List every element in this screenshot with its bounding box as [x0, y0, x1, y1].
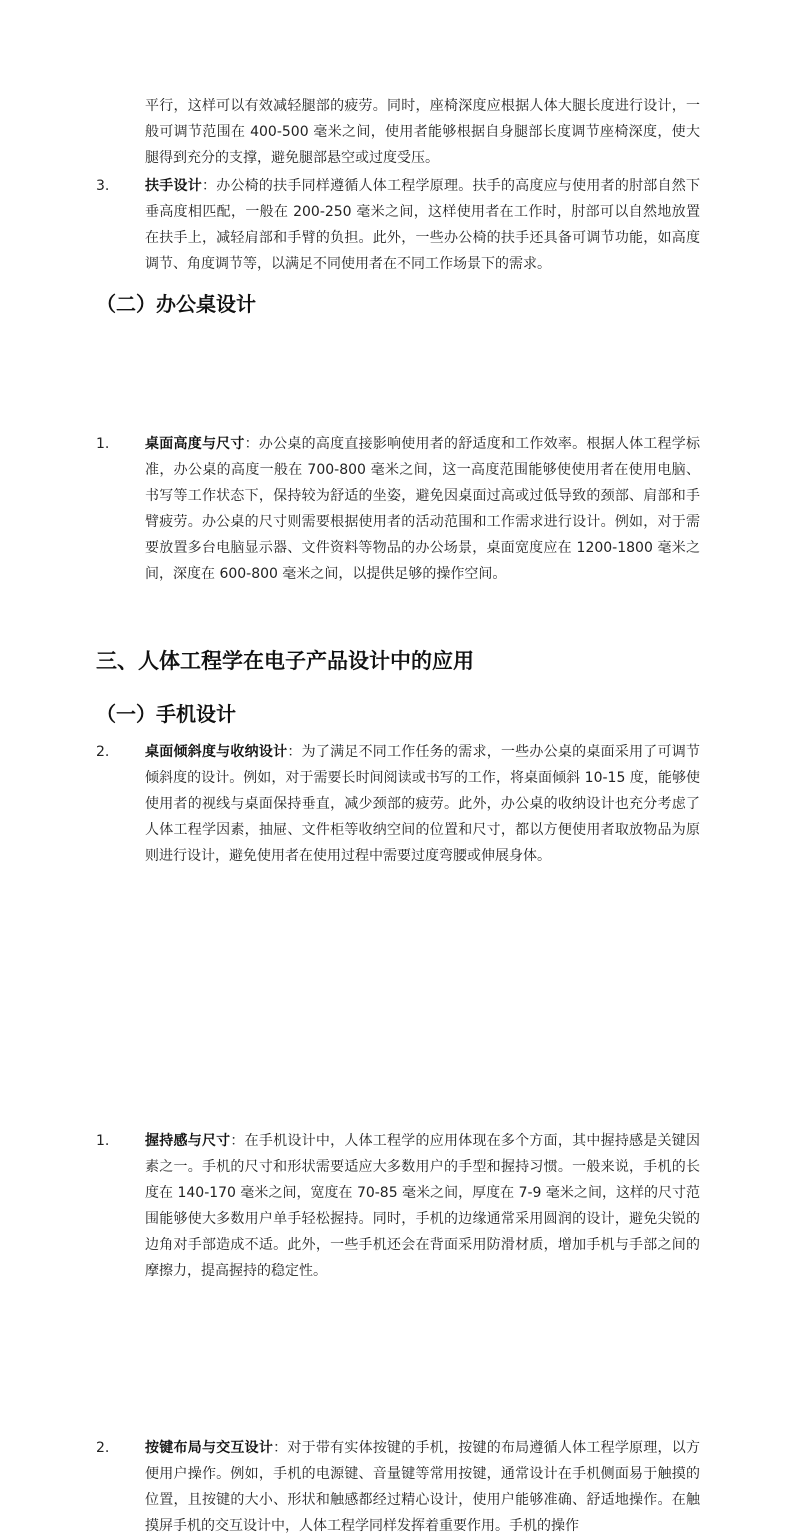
item-text: 在手机设计中，人体工程学的应用体现在多个方面，其中握持感是关键因素之一。手机的尺寸和形状需要适应大多数用户的手型和握持习惯。一般来说，手机的长度在 140-170 毫米之间，宽度在 70-85 毫米之间，厚度在 7-9 毫米之间，这样的尺寸范围能够使大多数用户单手轻松握持。同时，手机的边缘通常采用圆润的设计，避免尖锐的边角对手部造成不适。此外，一些手机还会在背面采用防滑材质，增加手机与手部之间的摩擦力，提高握持的稳定性。 — [145, 1133, 701, 1279]
section-heading-phone — [0, 699, 794, 729]
chapter-heading-3 — [0, 645, 794, 677]
item-text: 为了满足不同工作任务的需求，一些办公桌的桌面采用了可调节倾斜度的设计。例如，对于需要长时间阅读或书写的工作，将桌面倾斜 10-15 度，能够使使用者的视线与桌面保持垂直，减少颈部的疲劳。此外，办公桌的收纳设计也充分考虑了人体工程学因素，抽屉、文件柜等收纳空间的位置和尺寸，都以方便使用者取放物品为原则进行设计，避免使用者在使用过程中需要过度弯腰或伸展身体。 — [145, 744, 701, 864]
continuation-paragraph — [0, 93, 794, 171]
item-separator: ： — [201, 178, 217, 194]
list-number: 3. — [96, 178, 110, 194]
item-separator: ： — [230, 1133, 245, 1149]
paragraph-text: 平行，这样可以有效减轻腿部的疲劳。同时，座椅深度应根据人体大腿长度进行设计，一般可调节范围在 400-500 毫米之间，使用者能够根据自身腿部长度调节座椅深度，使大腿得到充分的支撑，避免腿部悬空或过度受压。 — [145, 98, 700, 166]
section-heading: （一）手机设计 — [96, 702, 236, 726]
list-number: 2. — [96, 1440, 110, 1456]
item-separator: ： — [273, 1440, 288, 1456]
list-number: 1. — [96, 1133, 110, 1149]
list-number: 2. — [96, 744, 110, 760]
list-item-armrest — [0, 173, 794, 277]
list-item-phone-buttons — [0, 1435, 794, 1539]
item-title: 握持感与尺寸 — [145, 1133, 231, 1149]
item-title: 桌面高度与尺寸 — [145, 436, 245, 452]
chapter-heading: 三、人体工程学在电子产品设计中的应用 — [96, 649, 474, 673]
item-separator: ： — [287, 744, 302, 760]
item-text: 办公椅的扶手同样遵循人体工程学原理。扶手的高度应与使用者的肘部自然下垂高度相匹配，一般在 200-250 毫米之间，这样使用者在工作时，肘部可以自然地放置在扶手上，减轻肩部和手臂的负担。此外，一些办公椅的扶手还具备可调节功能，如高度调节、角度调节等，以满足不同使用者在不同工作场景下的需求。 — [145, 178, 701, 272]
section-heading-desk — [0, 289, 794, 319]
list-number: 1. — [96, 436, 110, 452]
item-separator: ： — [244, 436, 259, 452]
item-title: 按键布局与交互设计 — [145, 1440, 274, 1456]
list-item-desk-height — [0, 431, 794, 587]
item-text: 对于带有实体按键的手机，按键的布局遵循人体工程学原理，以方便用户操作。例如，手机的电源键、音量键等常用按键，通常设计在手机侧面易于触摸的位置，且按键的大小、形状和触感都经过精心设计，使用户能够准确、舒适地操作。在触摸屏手机的交互设计中，人体工程学同样发挥着重要作用。手机的操作 — [145, 1440, 701, 1534]
section-heading: （二）办公桌设计 — [96, 292, 256, 316]
item-title: 桌面倾斜度与收纳设计 — [145, 744, 288, 760]
list-item-phone-grip — [0, 1128, 794, 1284]
item-text: 办公桌的高度直接影响使用者的舒适度和工作效率。根据人体工程学标准，办公桌的高度一般在 700-800 毫米之间，这一高度范围能够使使用者在使用电脑、书写等工作状态下，保持较为舒适的坐姿，避免因桌面过高或过低导致的颈部、肩部和手臂疲劳。办公桌的尺寸则需要根据使用者的活动范围和工作需求进行设计。例如，对于需要放置多台电脑显示器、文件资料等物品的办公场景，桌面宽度应在 1200-1800 毫米之间，深度在 600-800 毫米之间，以提供足够的操作空间。 — [145, 436, 701, 582]
item-title: 扶手设计 — [145, 178, 202, 194]
list-item-desk-tilt — [0, 739, 794, 869]
